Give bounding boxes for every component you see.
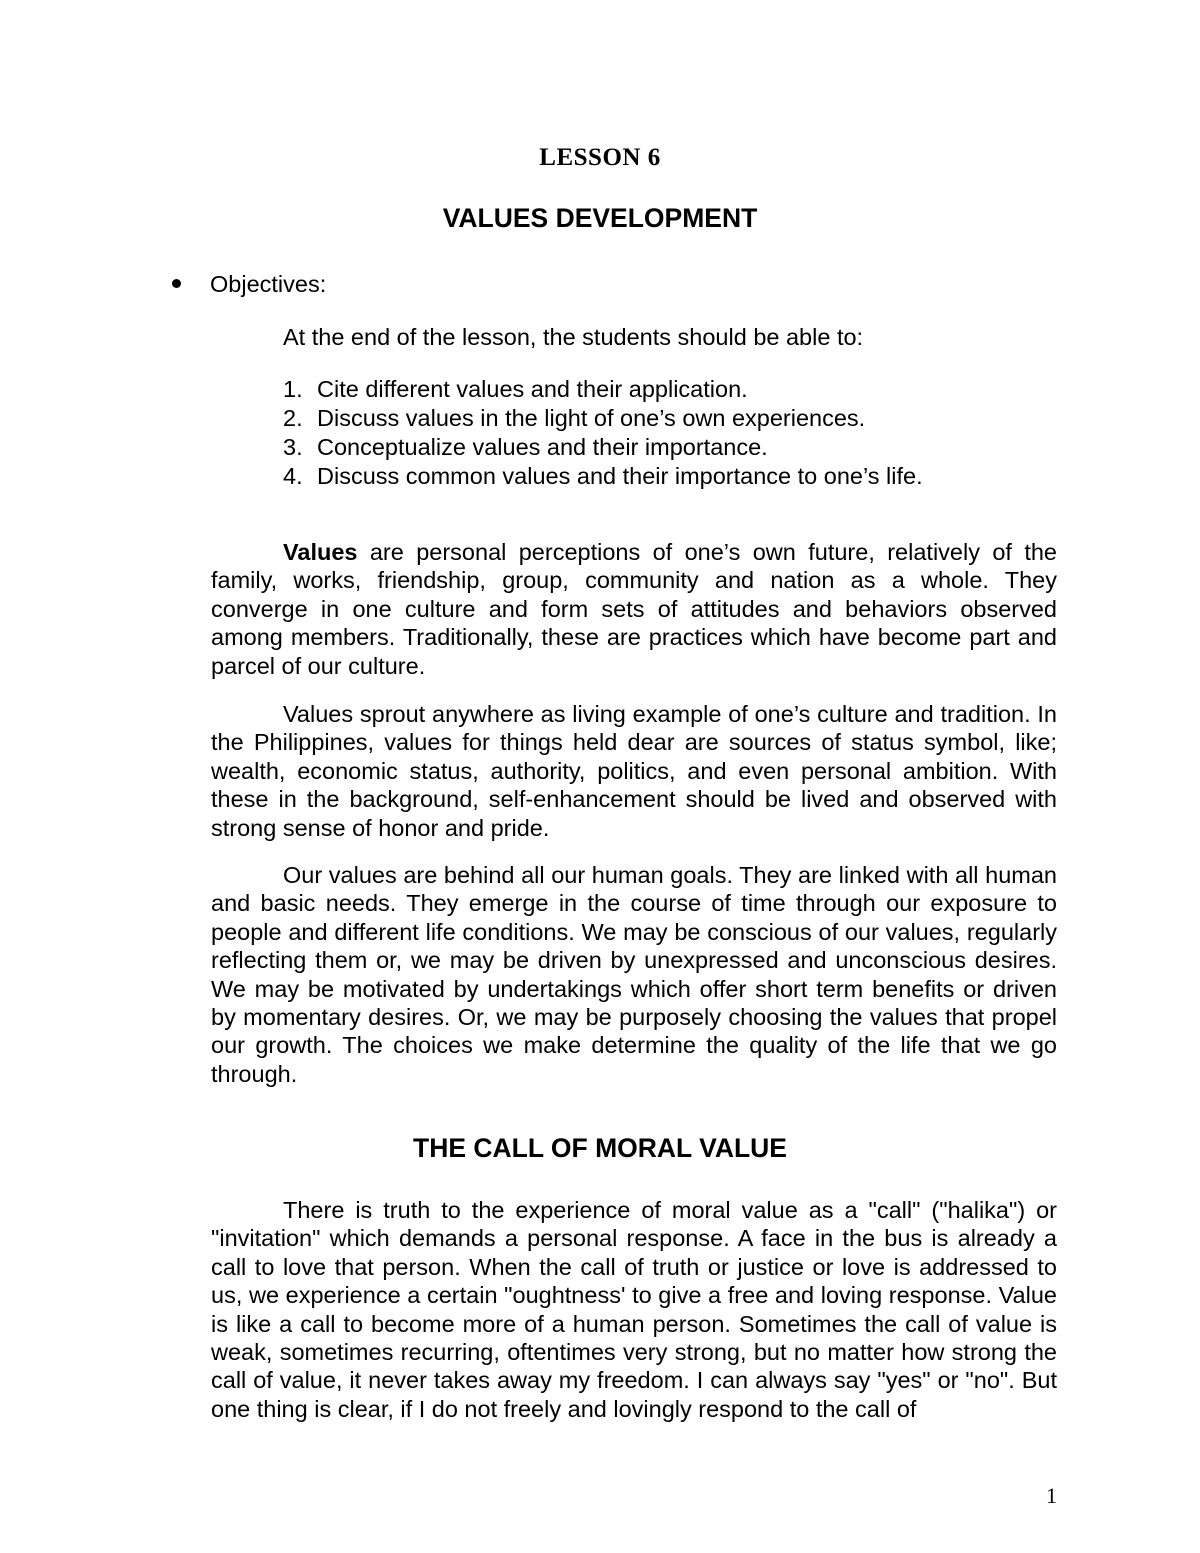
objectives-intro: At the end of the lesson, the students should be able to: [283, 324, 864, 350]
section-title: THE CALL OF MORAL VALUE [413, 1133, 787, 1163]
objective-number: 4. [283, 463, 303, 489]
objective-number: 3. [283, 434, 303, 460]
lesson-title: VALUES DEVELOPMENT [442, 203, 758, 233]
objective-number: 2. [283, 405, 303, 431]
objective-text: Discuss values in the light of one’s own experiences. [317, 405, 866, 431]
objective-text: Discuss common values and their importance to one’s life. [317, 463, 923, 489]
bullet-icon [172, 279, 181, 288]
values-goals-paragraph: Our values are behind all our human goals. They are linked with all human and basic needs. They emerge in the course of time through our exposure to people and different life conditions. We may be conscious of our values, regularly reflecting them or, we may be driven by unexpressed and unconscious desires. We may be motivated by undertakings which offer short term benefits or driven by momentary desires. Or, we may be purposely choosing the values that propel our growth. The choices we make determine the quality of the life that we go through. [211, 862, 1057, 1087]
values-term: Values [283, 539, 358, 565]
values-definition-paragraph [211, 538, 1057, 680]
values-definition-text: are personal perceptions of one’s own future, relatively of the family, works, friendship, group, community and nation as a whole. They converge in one culture and form sets of attitudes and behaviors observed among members. Traditionally, these are practices which have become part and parcel of our culture. [211, 539, 1057, 679]
lesson-number: LESSON 6 [539, 144, 661, 171]
objective-number: 1. [283, 376, 303, 402]
objective-text: Conceptualize values and their importance. [317, 434, 768, 460]
values-philippines-paragraph: Values sprout anywhere as living example of one’s culture and tradition. In the Philippines, values for things held dear are sources of status symbol, like; wealth, economic status, authority, politics, and even personal ambition. With these in the background, self-enhancement should be lived and observed with strong sense of honor and pride. [211, 701, 1057, 841]
page-number: 1 [1046, 1483, 1057, 1508]
objective-text: Cite different values and their application. [317, 376, 748, 402]
objectives-label: Objectives: [210, 271, 327, 297]
moral-call-paragraph: There is truth to the experience of moral value as a "call" ("halika") or "invitation" which demands a personal response. A face in the bus is already a call to love that person. When the call of truth or justice or love is addressed to us, we experience a certain "oughtness' to give a free and loving response. Value is like a call to become more of a human person. Sometimes the call of value is weak, sometimes recurring, oftentimes very strong, but no matter how strong the call of value, it never takes away my freedom. I can always say "yes" or "no". But one thing is clear, if I do not freely and lovingly respond to the call of [211, 1197, 1057, 1422]
